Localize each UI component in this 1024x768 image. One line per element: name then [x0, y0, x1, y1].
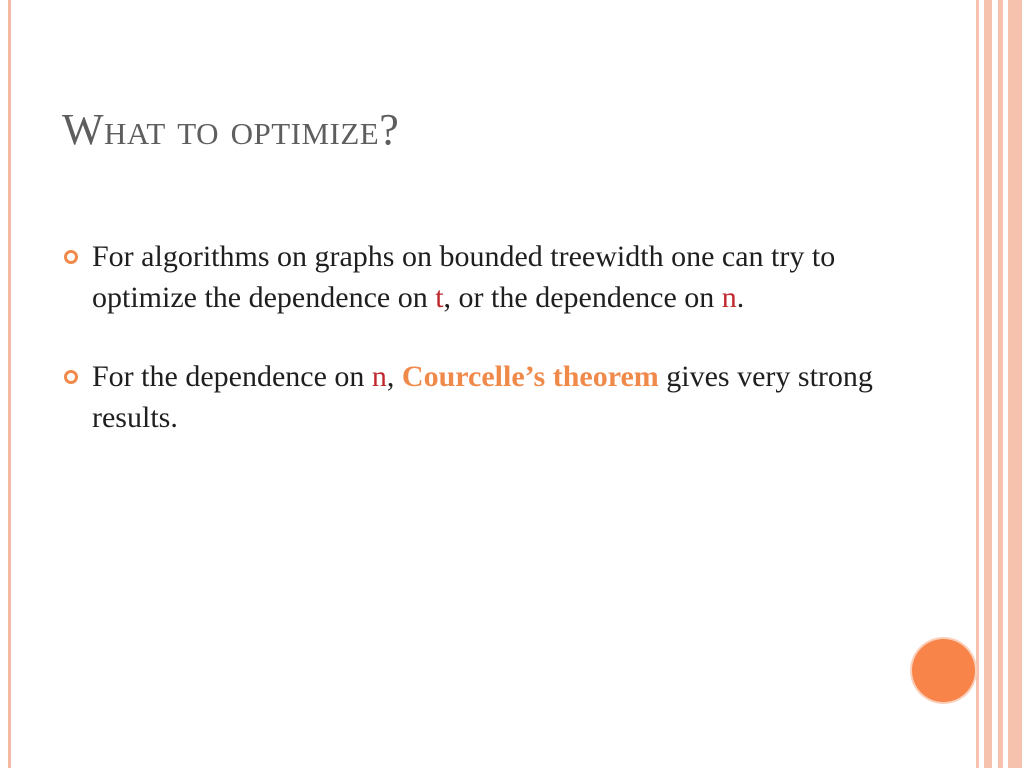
decor-stripe — [984, 0, 992, 768]
bullet-text: , — [386, 360, 402, 393]
decor-stripe — [1008, 0, 1022, 768]
bullet-text: For algorithms on graphs on bounded treewidth one can try to optimize the dependence on — [92, 240, 836, 314]
bullet-text: gives very strong results. — [92, 360, 873, 434]
circle-bullet-icon — [64, 250, 78, 264]
variable-t: t — [435, 281, 444, 314]
bullet-item — [62, 236, 882, 318]
right-decoration-stripes — [976, 0, 1024, 768]
variable-n: n — [721, 281, 737, 314]
bullet-item — [62, 356, 882, 438]
bullet-text: . — [736, 281, 745, 314]
variable-n: n — [371, 360, 387, 393]
orange-circle-icon — [912, 639, 975, 702]
decor-stripe — [998, 0, 1003, 768]
circle-bullet-icon — [64, 370, 78, 384]
slide-title: What to optimize? — [62, 105, 400, 154]
bullet-list — [62, 236, 882, 438]
bullet-text: , or the dependence on — [443, 281, 722, 314]
decor-stripe — [976, 0, 979, 768]
bullet-text: For the dependence on — [92, 360, 372, 393]
theorem-name: Courcelle’s theorem — [401, 360, 659, 393]
left-border-line — [8, 0, 11, 768]
